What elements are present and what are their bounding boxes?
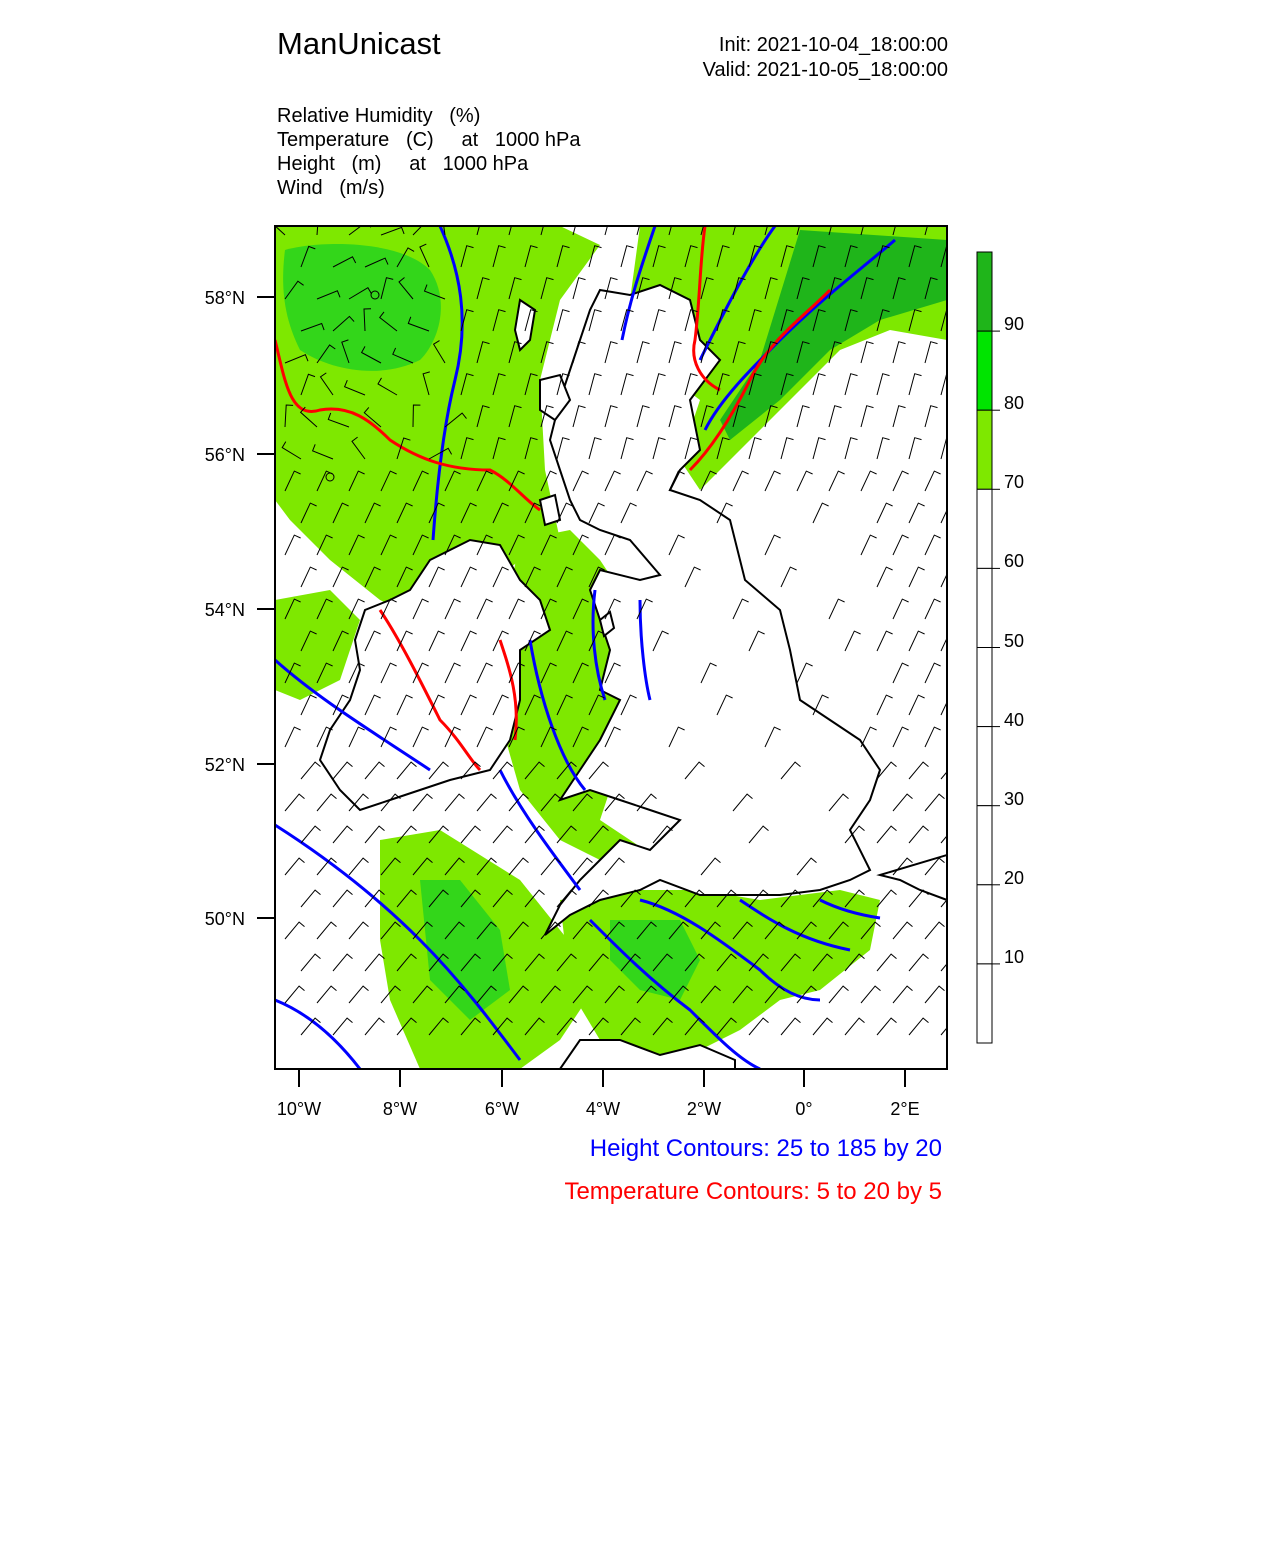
colorbar-bin [977, 489, 992, 568]
wind-barb [893, 599, 909, 619]
wind-barb [925, 727, 941, 747]
wind-barb [317, 922, 337, 939]
wind-barb [813, 503, 829, 523]
colorbar-label: 60 [1004, 551, 1025, 571]
wind-barb [829, 471, 845, 491]
colorbar-label: 10 [1004, 947, 1025, 967]
lon-tick-label: 4°W [585, 1099, 621, 1119]
wind-barb [877, 826, 897, 843]
wind-barb [829, 599, 845, 619]
wind-barb [285, 922, 305, 939]
wind-barb [909, 762, 929, 779]
wind-barb [925, 794, 945, 811]
colorbar-label: 20 [1004, 868, 1025, 888]
wind-barb [893, 727, 909, 747]
wind-barb [925, 471, 941, 491]
wind-barb [941, 826, 961, 843]
wind-barb [461, 826, 481, 843]
wind-barb [925, 663, 941, 683]
wind-barb [557, 310, 570, 331]
wind-barb [333, 826, 353, 843]
wind-barb [477, 794, 497, 811]
wind-barb [349, 986, 369, 1003]
wind-barb [413, 794, 433, 811]
colorbar-bin [977, 331, 992, 410]
wind-barb [845, 374, 858, 395]
wind-barb [925, 535, 941, 555]
colorbar [977, 252, 1000, 1043]
wind-barb [541, 858, 561, 875]
wind-barb [797, 406, 810, 427]
lat-tick-label: 52°N [204, 755, 245, 775]
wind-barb [509, 858, 529, 875]
wind-barb [301, 890, 321, 907]
wind-barb [909, 890, 929, 907]
lat-tick-label: 50°N [204, 909, 245, 929]
colorbar-bin [977, 568, 992, 647]
variable-wind: Wind (m/s) [277, 177, 385, 199]
colorbar-label: 70 [1004, 472, 1025, 492]
wind-barb [813, 374, 826, 395]
wind-barb [845, 438, 858, 459]
lon-axis [277, 1069, 920, 1119]
init-time: Init: 2021-10-04_18:00:00 [718, 34, 948, 56]
wind-barb [925, 986, 945, 1003]
wind-barb [909, 695, 925, 715]
lon-tick-label: 6°W [484, 1099, 520, 1119]
wind-barb [877, 1018, 897, 1035]
wind-barb [893, 986, 913, 1003]
wind-barb [365, 954, 385, 971]
wind-barb [893, 794, 913, 811]
colorbar-label: 40 [1004, 710, 1025, 730]
map-plot [269, 212, 961, 1069]
lon-tick-label: 10°W [276, 1099, 322, 1119]
wind-barb [781, 567, 797, 587]
wind-barb [829, 986, 849, 1003]
colorbar-label: 90 [1004, 314, 1025, 334]
wind-barb [925, 406, 938, 427]
colorbar-bin [977, 727, 992, 806]
wind-barb [909, 438, 922, 459]
wind-barb [797, 471, 813, 491]
wind-barb [877, 503, 893, 523]
lat-tick-label: 58°N [204, 288, 245, 308]
wind-barb [893, 663, 909, 683]
wind-barb [909, 503, 925, 523]
wind-barb [301, 567, 317, 587]
height-contour-legend: Height Contours: 25 to 185 by 20 [589, 1135, 942, 1162]
coastline-continent-east [880, 855, 947, 900]
wind-barb [797, 663, 813, 683]
wind-barb [909, 826, 929, 843]
wind-barb [909, 374, 922, 395]
wind-barb [909, 631, 925, 651]
wind-barb [333, 1018, 353, 1035]
colorbar-bin [977, 252, 992, 331]
colorbar-bin [977, 410, 992, 489]
wind-barb [909, 567, 925, 587]
wind-barb [877, 631, 893, 651]
wind-barb [813, 438, 826, 459]
wind-barb [749, 438, 762, 459]
colorbar-bin [977, 648, 992, 727]
wind-barb [765, 535, 781, 555]
wind-barb [605, 214, 618, 235]
wind-barb [877, 954, 897, 971]
wind-barb [765, 471, 781, 491]
wind-barb [301, 954, 321, 971]
wind-barb [941, 762, 961, 779]
wind-barb [317, 794, 337, 811]
wind-barb [877, 438, 890, 459]
wind-barb [349, 858, 369, 875]
wind-barb [285, 727, 301, 747]
wind-barb [941, 954, 961, 971]
wind-barb [317, 986, 337, 1003]
wind-barb [445, 794, 465, 811]
wind-barb [781, 438, 794, 459]
lon-tick-label: 2°E [890, 1099, 920, 1119]
wind-barb [893, 471, 909, 491]
lat-axis [205, 288, 275, 929]
wind-barb [813, 1018, 833, 1035]
lat-tick-label: 56°N [204, 445, 245, 465]
wind-barb [877, 890, 897, 907]
wind-barb [621, 246, 634, 267]
wind-barb [493, 826, 513, 843]
colorbar-label: 30 [1004, 789, 1025, 809]
lat-tick-label: 54°N [204, 600, 245, 620]
colorbar-label: 80 [1004, 393, 1025, 413]
wind-barb [845, 631, 861, 651]
wind-barb [845, 1018, 865, 1035]
wind-barb [893, 342, 906, 363]
wind-barb [301, 762, 321, 779]
wind-barb [877, 374, 890, 395]
wind-barb [733, 471, 749, 491]
wind-barb [573, 278, 586, 299]
wind-barb [861, 342, 874, 363]
lon-tick-label: 8°W [382, 1099, 418, 1119]
colorbar-bin [977, 885, 992, 964]
variable-temperature: Temperature (C) at 1000 hPa [277, 129, 581, 151]
lon-tick-label: 2°W [686, 1099, 722, 1119]
wind-barb [861, 471, 877, 491]
wind-barb [909, 1018, 929, 1035]
colorbar-labels [1004, 314, 1024, 967]
wind-barb [925, 922, 945, 939]
wind-barb [941, 1018, 961, 1035]
rh-region-ireland-west [275, 590, 360, 700]
wind-barb [861, 986, 881, 1003]
wind-barb [285, 858, 305, 875]
wind-barb [333, 954, 353, 971]
lon-tick-label: 0° [795, 1099, 813, 1119]
wind-barb [285, 794, 305, 811]
wind-barb [301, 826, 321, 843]
wind-barb [893, 535, 909, 555]
rh-region-channel [560, 890, 880, 1060]
wind-barb [861, 406, 874, 427]
variable-rh: Relative Humidity (%) [277, 105, 481, 127]
colorbar-bin [977, 964, 992, 1043]
wind-barb [925, 342, 938, 363]
temperature-contour-legend: Temperature Contours: 5 to 20 by 5 [564, 1178, 942, 1205]
wind-barb [941, 503, 957, 523]
colorbar-bin [977, 806, 992, 885]
wind-barb [285, 986, 305, 1003]
chart-title: ManUnicast [277, 26, 441, 61]
wind-barb [829, 406, 842, 427]
wind-barb [941, 631, 957, 651]
wind-barb [941, 567, 957, 587]
wind-barb [349, 922, 369, 939]
height-contour-line [275, 1000, 360, 1069]
wind-barb [605, 535, 621, 555]
wind-barb [893, 922, 913, 939]
colorbar-label: 50 [1004, 631, 1025, 651]
wind-barb [909, 954, 929, 971]
wind-barb [877, 695, 893, 715]
wind-barb [365, 1018, 385, 1035]
wind-barb [781, 1018, 801, 1035]
wind-barb [333, 890, 353, 907]
wind-barb [573, 214, 586, 235]
wind-barb [941, 695, 957, 715]
valid-time: Valid: 2021-10-05_18:00:00 [702, 59, 948, 81]
wind-barb [861, 535, 877, 555]
wind-barb [893, 406, 906, 427]
variable-height: Height (m) at 1000 hPa [277, 153, 529, 175]
wind-barb [877, 567, 893, 587]
wind-barb [925, 599, 941, 619]
wind-barb [285, 535, 301, 555]
